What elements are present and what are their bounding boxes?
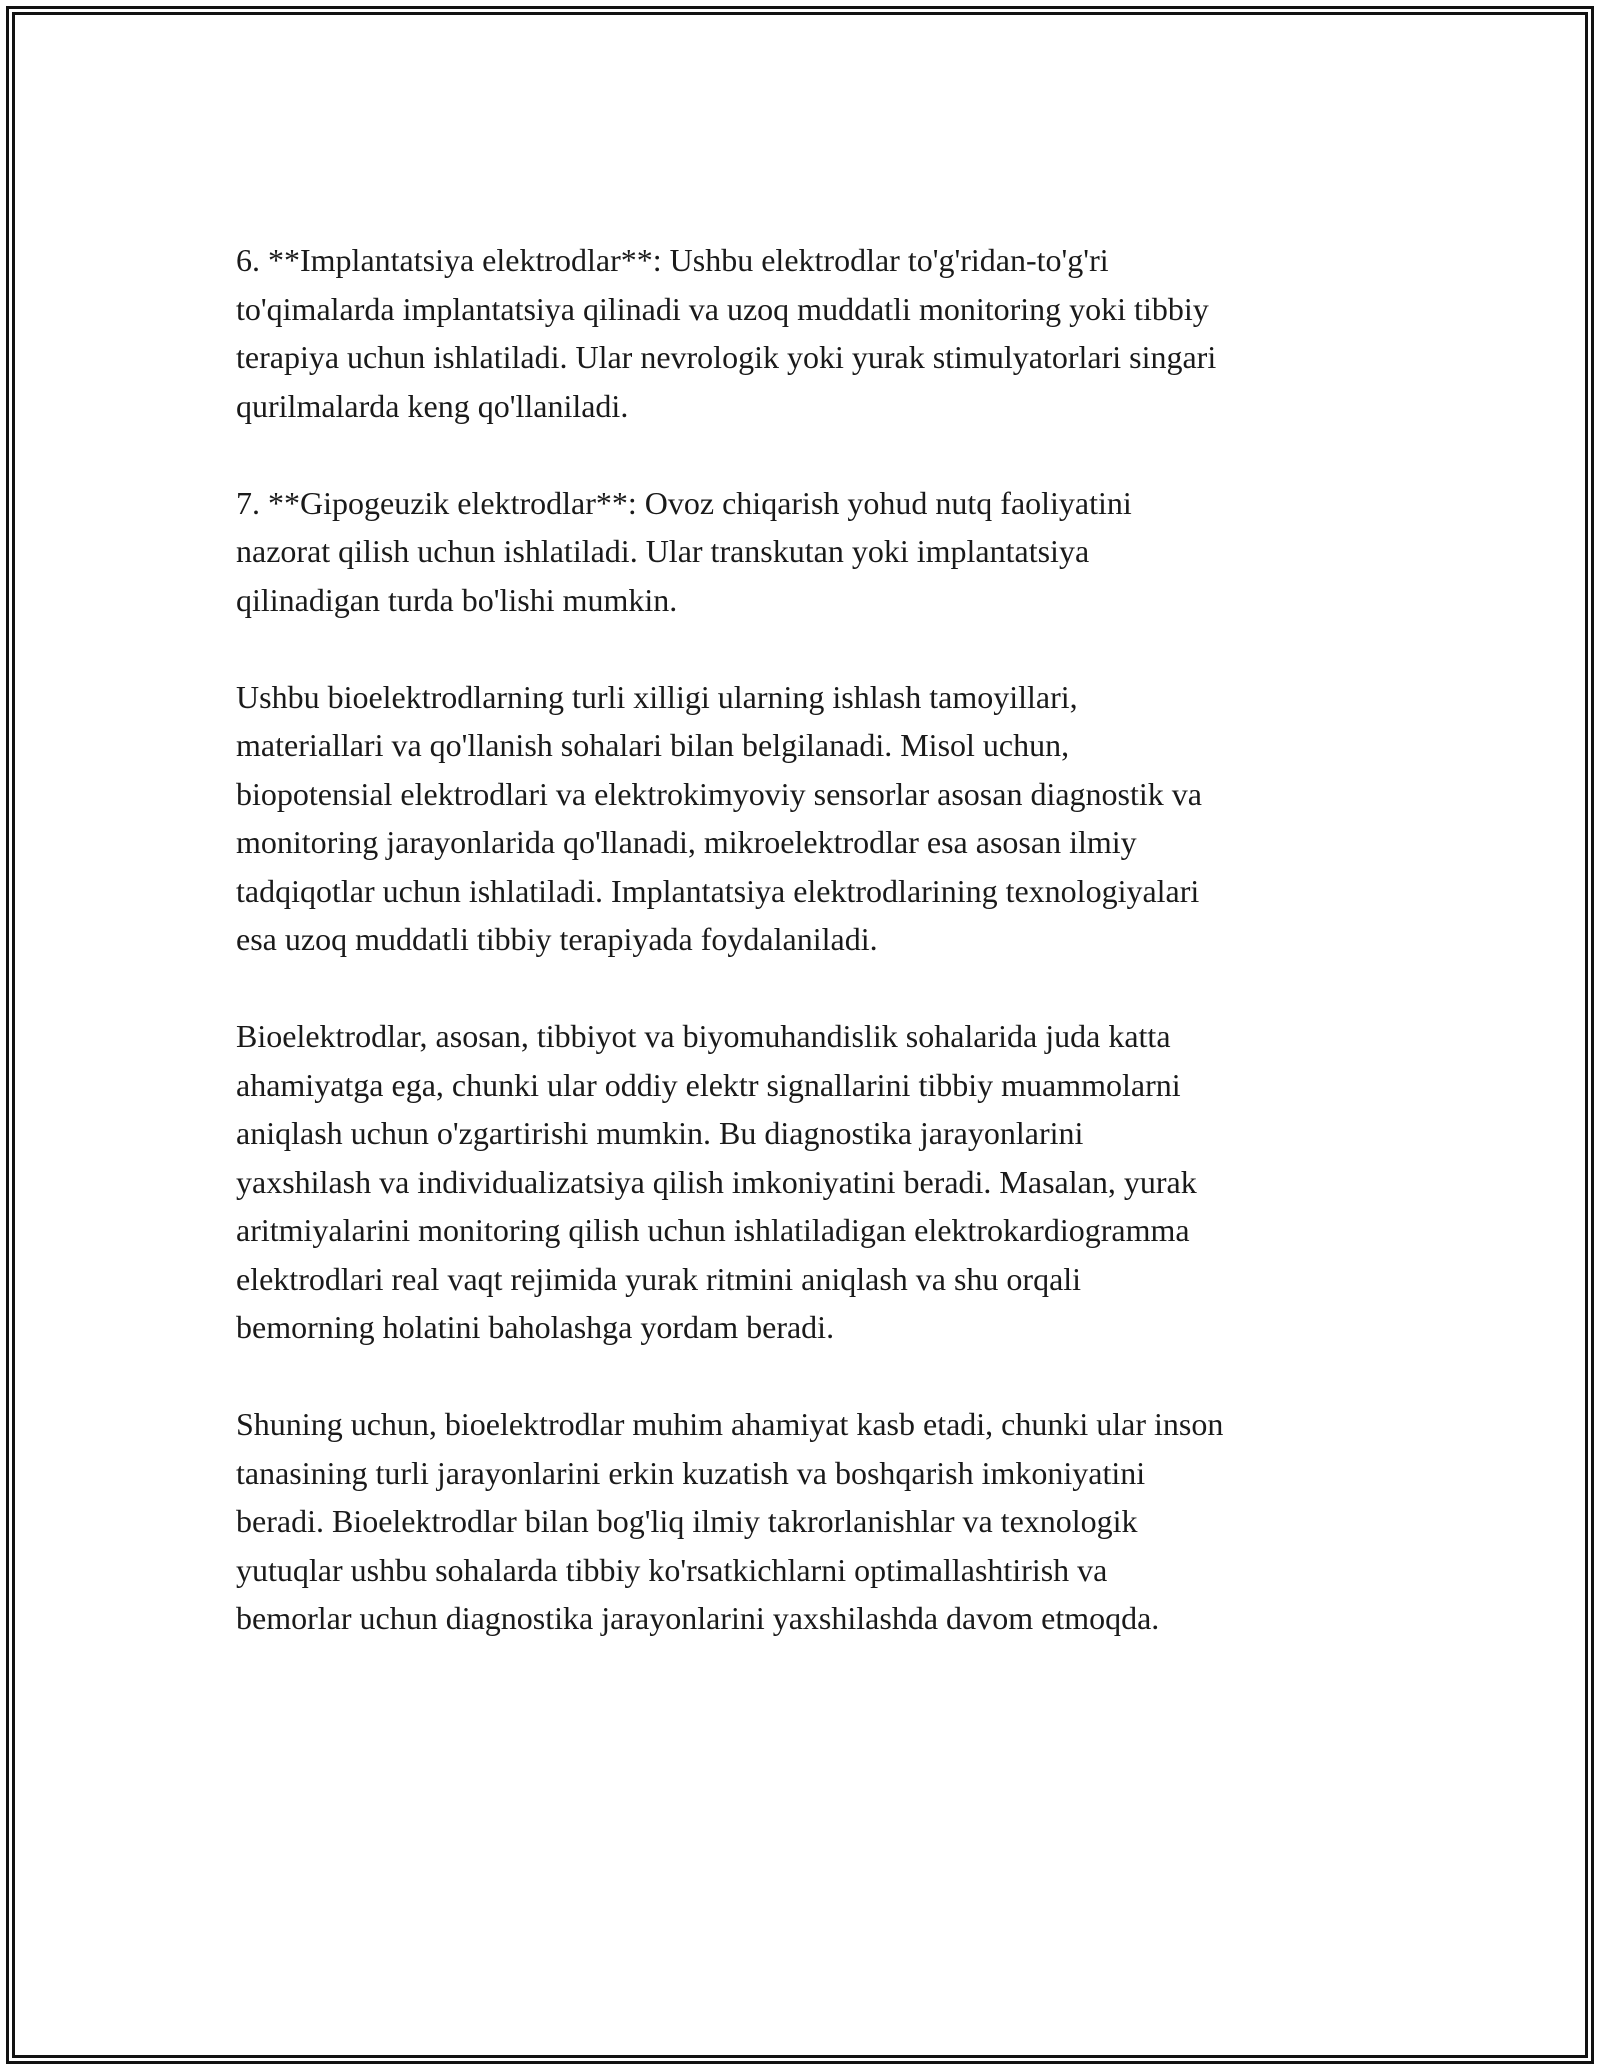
paragraph-turli-xilligi xyxy=(236,673,1376,964)
text-line: qurilmalarda keng qo'llaniladi. xyxy=(236,387,629,424)
text-line: terapiya uchun ishlatiladi. Ular nevrologik yoki yurak stimulyatorlari singari xyxy=(236,339,1217,375)
paragraph-xulosa xyxy=(236,1400,1376,1643)
paragraph-gipogeuzik-elektrodlar xyxy=(236,479,1376,625)
paragraph-implantatsiya-elektrodlar xyxy=(236,236,1376,430)
text-line: Shuning uchun, bioelektrodlar muhim ahamiyat kasb etadi, chunki ular inson xyxy=(236,1406,1224,1442)
text-line: aritmiyalarini monitoring qilish uchun ishlatiladigan elektrokardiogramma xyxy=(236,1212,1190,1248)
text-line: materiallari va qo'llanish sohalari bilan belgilanadi. Misol uchun, xyxy=(236,727,1070,763)
paragraph-tibbiyot-ahamiyati xyxy=(236,1012,1376,1352)
text-line: to'qimalarda implantatsiya qilinadi va uzoq muddatli monitoring yoki tibbiy xyxy=(236,290,1209,327)
text-line: monitoring jarayonlarida qo'llanadi, mikroelektrodlar esa asosan ilmiy xyxy=(236,824,1137,860)
text-line: nazorat qilish uchun ishlatiladi. Ular transkutan yoki implantatsiya xyxy=(236,533,1090,569)
text-line: 6. **Implantatsiya elektrodlar**: Ushbu elektrodlar to'g'ridan-to'g'ri xyxy=(236,242,1109,278)
text-line: bemorlar uchun diagnostika jarayonlarini yaxshilashda davom etmoqda. xyxy=(236,1600,1160,1636)
text-line: Ushbu bioelektrodlarning turli xilligi ularning ishlash tamoyillari, xyxy=(236,678,1078,715)
text-line: Bioelektrodlar, asosan, tibbiyot va biyomuhandislik sohalarida juda katta xyxy=(236,1018,1171,1054)
text-line: qilinadigan turda bo'lishi mumkin. xyxy=(236,581,678,618)
text-line: bemorning holatini baholashga yordam beradi. xyxy=(236,1309,835,1345)
text-line: aniqlash uchun o'zgartirishi mumkin. Bu diagnostika jarayonlarini xyxy=(236,1115,1084,1151)
text-line: esa uzoq muddatli tibbiy terapiyada foydalaniladi. xyxy=(236,921,878,957)
text-line: biopotensial elektrodlari va elektrokimyoviy sensorlar asosan diagnostik va xyxy=(236,775,1202,812)
text-line: yaxshilash va individualizatsiya qilish imkoniyatini beradi. Masalan, yurak xyxy=(236,1163,1197,1200)
document-body xyxy=(236,236,1376,1691)
text-line: elektrodlari real vaqt rejimida yurak ritmini aniqlash va shu orqali xyxy=(236,1260,1082,1297)
text-line: 7. **Gipogeuzik elektrodlar**: Ovoz chiqarish yohud nutq faoliyatini xyxy=(236,484,1132,521)
text-line: tadqiqotlar uchun ishlatiladi. Implantatsiya elektrodlarining texnologiyalari xyxy=(236,872,1200,909)
text-line: beradi. Bioelektrodlar bilan bog'liq ilmiy takrorlanishlar va texnologik xyxy=(236,1503,1138,1539)
text-line: ahamiyatga ega, chunki ular oddiy elektr signallarini tibbiy muammolarni xyxy=(236,1066,1181,1103)
text-line: yutuqlar ushbu sohalarda tibbiy ko'rsatkichlarni optimallashtirish va xyxy=(236,1551,1108,1588)
text-line: tanasining turli jarayonlarini erkin kuzatish va boshqarish imkoniyatini xyxy=(236,1454,1146,1491)
